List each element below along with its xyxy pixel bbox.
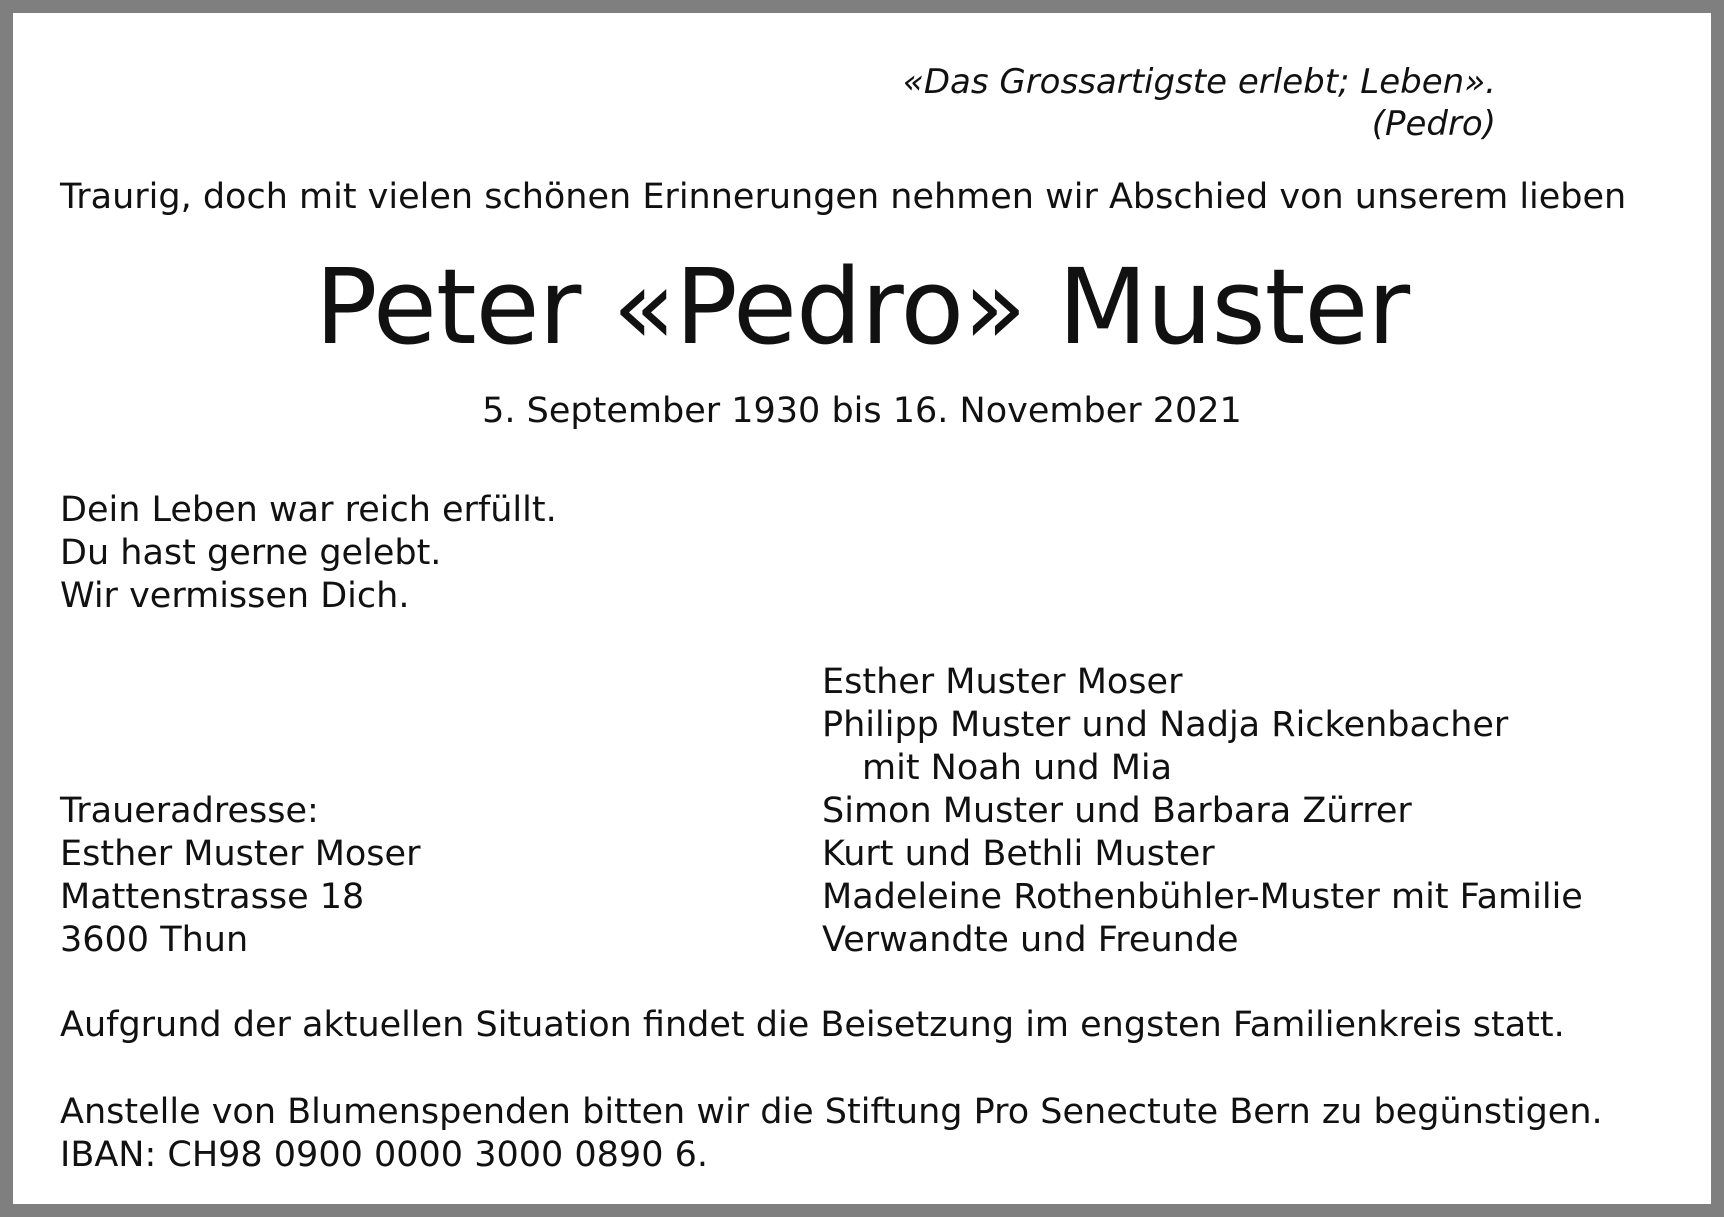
address-heading: Traueradresse: xyxy=(60,791,319,831)
verse-line-3: Wir vermissen Dich. xyxy=(60,576,410,616)
address-street: Mattenstrasse 18 xyxy=(60,877,365,917)
donation-iban: IBAN: CH98 0900 0000 3000 0890 6. xyxy=(60,1135,708,1175)
life-dates: 5. September 1930 bis 16. November 2021 xyxy=(482,391,1242,431)
donation-text: Anstelle von Blumenspenden bitten wir die Stiftung Pro Senectute Bern zu begünstigen. xyxy=(60,1092,1603,1132)
address-name: Esther Muster Moser xyxy=(60,834,421,874)
obituary-card xyxy=(13,13,1711,1204)
deceased-name: Peter «Pedro» Muster xyxy=(314,246,1410,368)
family-line: Madeleine Rothenbühler-Muster mit Familie xyxy=(822,877,1583,917)
address-city: 3600 Thun xyxy=(60,920,249,960)
funeral-notice: Aufgrund der aktuellen Situation findet die Beisetzung im engsten Familienkreis statt. xyxy=(60,1005,1565,1045)
family-line: Simon Muster und Barbara Zürrer xyxy=(822,791,1412,831)
family-line: Verwandte und Freunde xyxy=(822,920,1239,960)
motto-attribution: (Pedro) xyxy=(1371,104,1496,144)
family-line: mit Noah und Mia xyxy=(862,748,1173,788)
intro-text: Traurig, doch mit vielen schönen Erinnerungen nehmen wir Abschied von unserem lieben xyxy=(60,177,1627,217)
verse-line-2: Du hast gerne gelebt. xyxy=(60,533,442,573)
motto-quote: «Das Grossartigste erlebt; Leben». xyxy=(902,62,1496,102)
family-line: Kurt und Bethli Muster xyxy=(822,834,1215,874)
family-line: Esther Muster Moser xyxy=(822,662,1183,702)
verse-line-1: Dein Leben war reich erfüllt. xyxy=(60,490,557,530)
family-line: Philipp Muster und Nadja Rickenbacher xyxy=(822,705,1509,745)
